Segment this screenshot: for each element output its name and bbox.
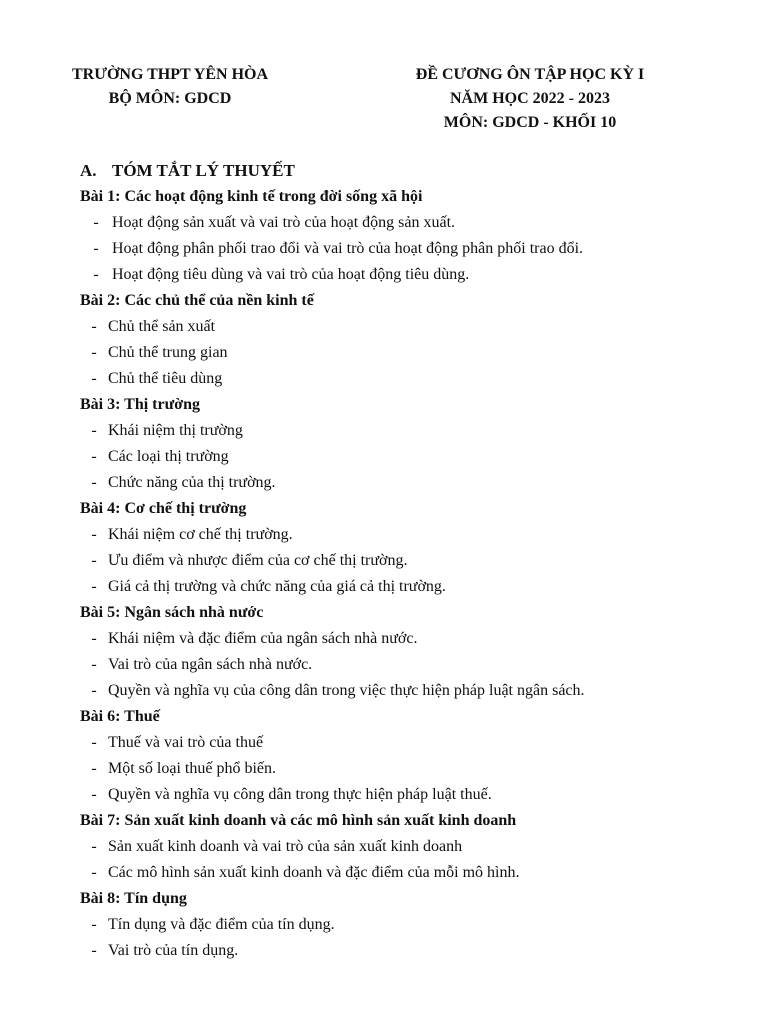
bullet-item bbox=[80, 522, 740, 548]
bullet-dash: - bbox=[91, 656, 97, 673]
bullet-text: Vai trò của ngân sách nhà nước. bbox=[108, 656, 313, 673]
outline-content bbox=[80, 158, 740, 964]
bullet-dash: - bbox=[91, 474, 97, 491]
bullet-text: Các loại thị trường bbox=[108, 448, 229, 465]
section-title: TÓM TẮT LÝ THUYẾT bbox=[112, 161, 295, 180]
bullet-dash: - bbox=[91, 578, 97, 595]
lesson-block bbox=[80, 496, 740, 600]
subject-line: MÔN: GDCD - KHỐI 10 bbox=[443, 114, 617, 131]
bullet-text: Một số loại thuế phổ biến. bbox=[108, 760, 276, 777]
school-name: TRƯỜNG THPT YÊN HÒA bbox=[71, 66, 269, 83]
bullet-text: Sản xuất kinh doanh và vai trò của sản xuất kinh doanh bbox=[108, 838, 463, 855]
bullet-text: Tín dụng và đặc điểm của tín dụng. bbox=[108, 916, 335, 933]
lesson-block bbox=[80, 392, 740, 496]
bullet-text: Ưu điểm và nhược điểm của cơ chế thị trường. bbox=[108, 552, 408, 569]
bullet-dash: - bbox=[91, 526, 97, 543]
bullet-dash: - bbox=[91, 630, 97, 647]
lesson-block bbox=[80, 184, 740, 288]
lesson-block bbox=[80, 886, 740, 964]
lesson-title: Bài 4: Cơ chế thị trường bbox=[80, 500, 247, 517]
section-heading bbox=[80, 158, 740, 184]
bullet-text: Quyền và nghĩa vụ của công dân trong việc thực hiện pháp luật ngân sách. bbox=[108, 682, 585, 699]
bullet-dash: - bbox=[91, 318, 97, 335]
bullet-text: Chủ thể sản xuất bbox=[108, 318, 216, 335]
lesson-title: Bài 7: Sản xuất kinh doanh và các mô hình sản xuất kinh doanh bbox=[80, 812, 517, 829]
header-left bbox=[40, 63, 300, 111]
bullet-item bbox=[80, 314, 740, 340]
lesson-title: Bài 2: Các chủ thể của nền kinh tế bbox=[80, 292, 314, 309]
bullet-dash: - bbox=[91, 370, 97, 387]
bullet-text: Khái niệm và đặc điểm của ngân sách nhà nước. bbox=[108, 630, 418, 647]
bullet-item bbox=[80, 444, 740, 470]
bullet-dash: - bbox=[91, 760, 97, 777]
lesson-block bbox=[80, 808, 740, 886]
bullet-text: Khái niệm cơ chế thị trường. bbox=[108, 526, 293, 543]
bullet-item bbox=[80, 652, 740, 678]
bullet-dash: - bbox=[91, 864, 97, 881]
section-letter: A. bbox=[80, 161, 97, 180]
bullet-item bbox=[80, 730, 740, 756]
document-title: ĐỀ CƯƠNG ÔN TẬP HỌC KỲ I bbox=[415, 66, 645, 83]
bullet-item bbox=[80, 782, 740, 808]
bullet-dash: - bbox=[93, 214, 99, 231]
bullet-text: Hoạt động sản xuất và vai trò của hoạt động sản xuất. bbox=[112, 214, 456, 231]
bullet-item bbox=[80, 366, 740, 392]
bullet-dash: - bbox=[91, 422, 97, 439]
bullet-dash: - bbox=[91, 916, 97, 933]
lesson-block bbox=[80, 288, 740, 392]
bullet-item bbox=[80, 548, 740, 574]
school-year: NĂM HỌC 2022 - 2023 bbox=[450, 90, 610, 107]
bullet-text: Quyền và nghĩa vụ công dân trong thực hiện pháp luật thuế. bbox=[108, 786, 492, 803]
bullet-item bbox=[80, 262, 740, 288]
bullet-dash: - bbox=[91, 682, 97, 699]
bullet-item bbox=[80, 626, 740, 652]
lesson-list bbox=[80, 184, 740, 964]
header-right bbox=[380, 63, 680, 135]
lesson-block bbox=[80, 704, 740, 808]
bullet-dash: - bbox=[91, 942, 97, 959]
bullet-dash: - bbox=[91, 838, 97, 855]
bullet-item bbox=[80, 340, 740, 366]
bullet-item bbox=[80, 210, 740, 236]
bullet-dash: - bbox=[91, 786, 97, 803]
bullet-item bbox=[80, 756, 740, 782]
bullet-item bbox=[80, 938, 740, 964]
bullet-text: Khái niệm thị trường bbox=[108, 422, 243, 439]
bullet-item bbox=[80, 574, 740, 600]
bullet-text: Hoạt động phân phối trao đổi và vai trò của hoạt động phân phối trao đổi. bbox=[112, 240, 584, 257]
lesson-title: Bài 6: Thuế bbox=[80, 708, 160, 725]
bullet-text: Thuế và vai trò của thuế bbox=[108, 734, 264, 751]
bullet-item bbox=[80, 912, 740, 938]
lesson-title: Bài 8: Tín dụng bbox=[80, 890, 187, 907]
bullet-text: Chức năng của thị trường. bbox=[108, 474, 276, 491]
bullet-dash: - bbox=[91, 344, 97, 361]
lesson-block bbox=[80, 600, 740, 704]
bullet-text: Chủ thể trung gian bbox=[108, 344, 228, 361]
department-name: BỘ MÔN: GDCD bbox=[108, 90, 232, 107]
bullet-item bbox=[80, 678, 740, 704]
lesson-title: Bài 3: Thị trường bbox=[80, 396, 200, 413]
bullet-text: Các mô hình sản xuất kinh doanh và đặc điểm của mỗi mô hình. bbox=[108, 864, 520, 881]
bullet-dash: - bbox=[91, 734, 97, 751]
lesson-title: Bài 5: Ngân sách nhà nước bbox=[80, 604, 264, 621]
bullet-text: Vai trò của tín dụng. bbox=[108, 942, 239, 959]
bullet-item bbox=[80, 860, 740, 886]
bullet-text: Chủ thể tiêu dùng bbox=[108, 370, 223, 387]
bullet-dash: - bbox=[93, 266, 99, 283]
bullet-text: Giá cả thị trường và chức năng của giá cả thị trường. bbox=[108, 578, 446, 595]
bullet-dash: - bbox=[93, 240, 99, 257]
bullet-dash: - bbox=[91, 448, 97, 465]
bullet-item bbox=[80, 236, 740, 262]
bullet-item bbox=[80, 470, 740, 496]
bullet-item bbox=[80, 834, 740, 860]
bullet-item bbox=[80, 418, 740, 444]
lesson-title: Bài 1: Các hoạt động kinh tế trong đời sống xã hội bbox=[80, 188, 423, 205]
bullet-dash: - bbox=[91, 552, 97, 569]
bullet-text: Hoạt động tiêu dùng và vai trò của hoạt động tiêu dùng. bbox=[112, 266, 470, 283]
